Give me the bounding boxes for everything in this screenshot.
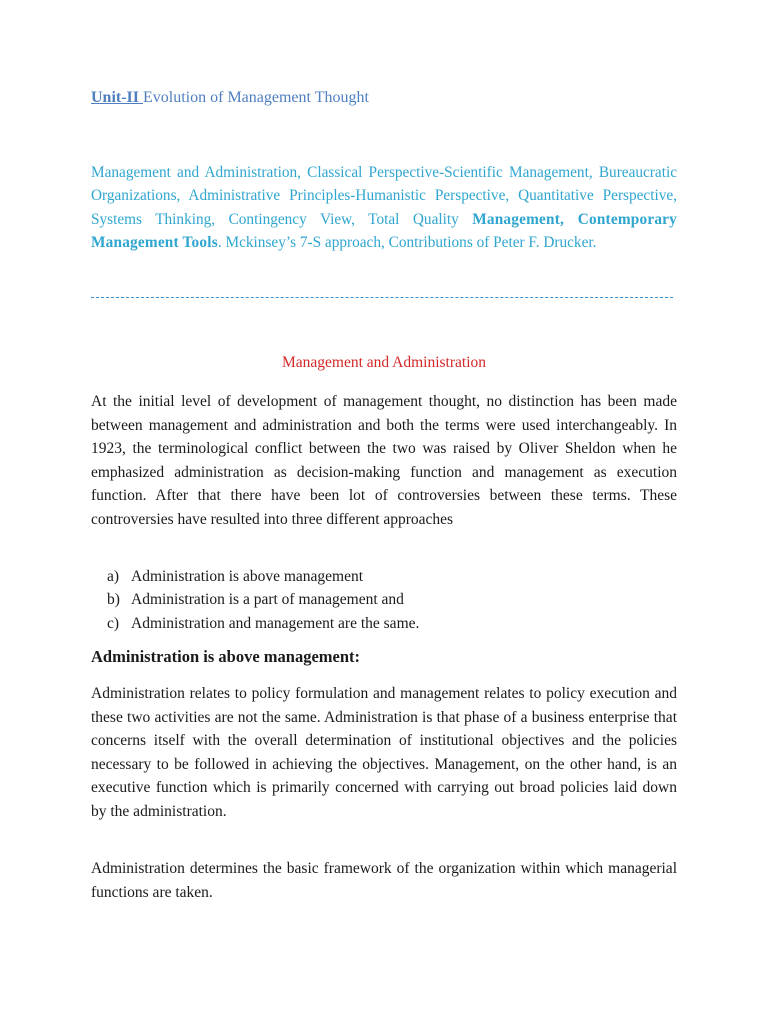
list-item — [107, 565, 419, 588]
list-item-text: Administration and management are the same. — [131, 614, 420, 632]
unit-label: Unit-II — [91, 89, 144, 106]
unit-title: Evolution of Management Thought — [143, 89, 369, 106]
paragraph-framework: Administration determines the basic framework of the organization within which managerial functions are taken. — [91, 860, 677, 901]
topics-list — [91, 161, 677, 254]
list-item — [107, 588, 419, 611]
list-item — [107, 612, 419, 635]
list-item-text: Administration is above management — [131, 568, 364, 585]
list-item-text: Administration is a part of management and — [131, 591, 404, 609]
list-marker: a) — [107, 568, 120, 585]
unit-heading — [91, 89, 369, 107]
dashed-divider — [91, 297, 673, 298]
subheading: Administration is above management: — [91, 647, 361, 666]
paragraph-above-management: Administration relates to policy formulation and management relates to policy execution and these two activities are not the same. Administration is that phase of a business enterprise that concerns itself with the overall determination of institutional objectives and the policies necessary to be followed in achieving the objectives. Management, on the other hand, is an executive function which is primarily concerned with carrying out broad policies laid down by the administration. — [91, 685, 677, 820]
topics-part-2: Management, Contemporary Management Tools — [91, 210, 678, 251]
paragraph-intro: At the initial level of development of management thought, no distinction has been made between management and administration and both the terms were used interchangeably. In 1923, the terminological conflict between the two was raised by Oliver Sheldon when he emphasized administration as decision-making function and management as execution function. After that there have been lot of controversies between these terms. These controversies have resulted into three different approaches — [91, 393, 677, 528]
topics-part-1: Management and Administration, Classical Perspective-Scientific Management, Bureaucratic Organizations, Administrative Principles-Humanistic Perspective, Quantitative Perspective, Systems Thinking, Contingency View, Total Quality — [91, 164, 677, 228]
list-marker: c) — [107, 614, 120, 632]
section-title: Management and Administration — [281, 354, 487, 371]
topics-part-3: . Mckinsey’s 7-S approach, Contributions of Peter F. Drucker. — [217, 233, 597, 251]
approaches-list — [107, 565, 419, 635]
list-marker: b) — [107, 591, 120, 609]
